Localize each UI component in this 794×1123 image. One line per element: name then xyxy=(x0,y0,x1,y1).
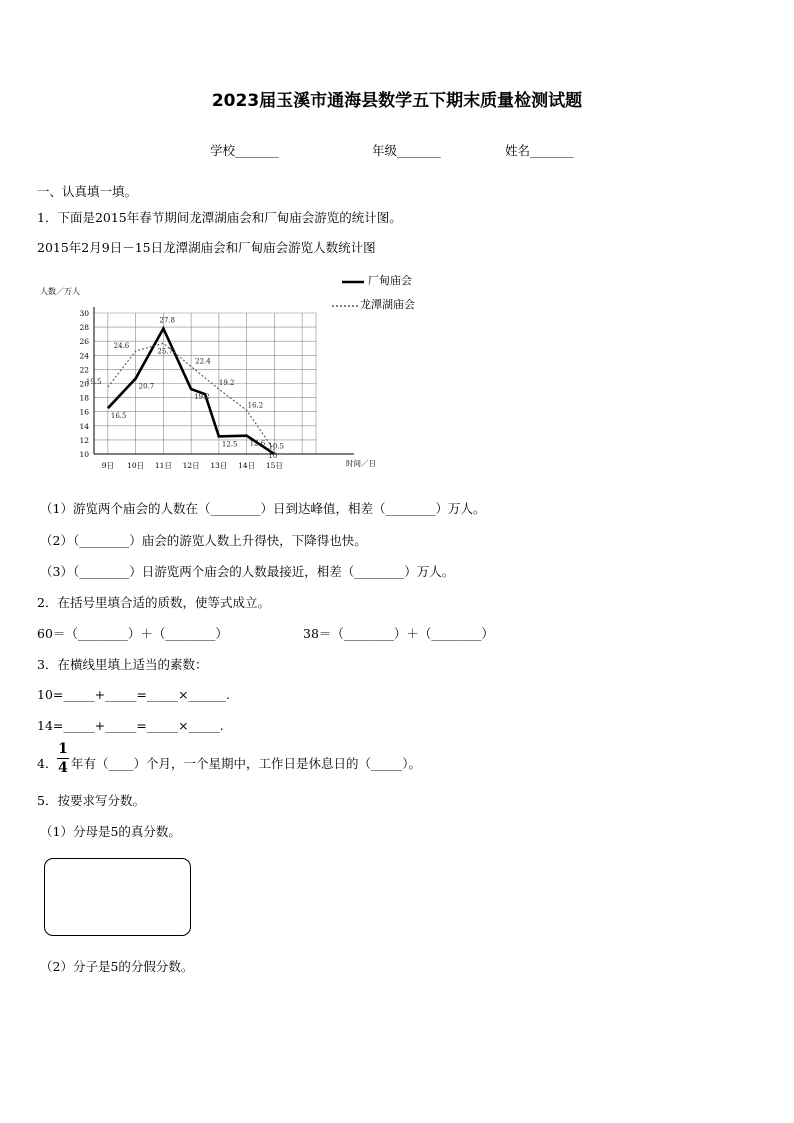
data-label: 25.7 xyxy=(157,347,173,356)
section-heading: 一、认真填一填。 xyxy=(37,184,138,199)
y-axis-label: 人数／万人 xyxy=(40,287,80,296)
y-tick-label: 24 xyxy=(79,351,89,361)
chart-grid xyxy=(94,313,316,454)
x-tick-label: 10日 xyxy=(127,461,145,470)
fraction-bar xyxy=(57,758,69,759)
y-tick-label: 16 xyxy=(79,407,89,417)
question-1-sub3[interactable]: （3）（________）日游览两个庙会的人数最接近，相差（________）万人。 xyxy=(40,564,455,579)
grade-field[interactable]: 年级_______ xyxy=(372,143,441,158)
chart-caption: 2015年2月9日－15日龙潭湖庙会和厂甸庙会游览人数统计图 xyxy=(37,240,376,255)
x-tick-label: 14日 xyxy=(238,461,256,470)
legend-label: 龙潭湖庙会 xyxy=(360,298,415,311)
fraction-numerator: 1 xyxy=(58,741,68,757)
x-tick-label: 11日 xyxy=(154,461,172,470)
x-tick-label: 15日 xyxy=(265,461,283,470)
answer-box[interactable] xyxy=(44,858,191,936)
y-tick-label: 10 xyxy=(79,450,89,459)
question-3-eq1[interactable]: 10=_____+_____=_____×______. xyxy=(37,687,231,702)
data-label: 10.5 xyxy=(268,442,284,451)
question-2-eq1[interactable]: 60＝（________）＋（________） xyxy=(37,626,228,641)
question-4-number: 4． xyxy=(37,756,58,771)
x-axis-label: 时间／日 xyxy=(346,459,376,468)
name-field[interactable]: 姓名_______ xyxy=(505,143,574,158)
fraction xyxy=(57,741,69,776)
y-tick-label: 28 xyxy=(79,323,89,333)
question-3-eq2[interactable]: 14=_____+_____=_____×_____. xyxy=(37,718,224,733)
y-tick-label: 30 xyxy=(79,309,89,318)
data-label: 19.2 xyxy=(218,379,235,388)
chart-legend xyxy=(332,273,415,311)
y-tick-label: 12 xyxy=(79,435,89,445)
x-tick-label: 9日 xyxy=(101,461,115,470)
question-1-sub1[interactable]: （1）游览两个庙会的人数在（________）日到达峰值，相差（________）万人。 xyxy=(40,501,486,516)
y-tick-label: 26 xyxy=(79,337,89,347)
question-1-text: 1．下面是2015年春节期间龙潭湖庙会和厂甸庙会游览的统计图。 xyxy=(37,210,402,225)
question-5-sub1: （1）分母是5的真分数。 xyxy=(40,824,181,839)
school-field[interactable]: 学校_______ xyxy=(210,143,279,158)
fraction-denominator: 4 xyxy=(58,760,68,776)
data-label: 12.6 xyxy=(249,439,266,448)
question-1-sub2[interactable]: （2）（________）庙会的游览人数上升得快，下降得也快。 xyxy=(40,533,367,548)
data-label: 16.5 xyxy=(110,412,127,421)
data-label: 10 xyxy=(268,452,278,460)
y-tick-label: 14 xyxy=(79,421,89,431)
legend-label: 厂甸庙会 xyxy=(368,274,412,287)
question-5-sub2: （2）分子是5的分假分数。 xyxy=(40,959,194,974)
line-chart xyxy=(34,268,434,488)
y-tick-label: 20 xyxy=(79,379,89,389)
data-label: 24.6 xyxy=(113,342,130,351)
page-title: 2023届玉溪市通海县数学五下期末质量检测试题 xyxy=(211,91,583,111)
data-label: 19.5 xyxy=(85,378,102,387)
data-label: 20.7 xyxy=(138,382,155,391)
data-label: 16.2 xyxy=(247,401,264,410)
y-tick-label: 18 xyxy=(79,393,89,403)
question-2-text: 2．在括号里填合适的质数，使等式成立。 xyxy=(37,595,270,610)
question-2-eq2[interactable]: 38＝（________）＋（________） xyxy=(303,626,494,641)
data-label: 27.8 xyxy=(159,316,175,325)
question-4-text[interactable]: 年有（____）个月，一个星期中，工作日是休息日的（_____）。 xyxy=(71,756,422,771)
data-label: 19.2 xyxy=(194,393,210,402)
y-tick-label: 22 xyxy=(79,365,89,375)
data-label: 12.5 xyxy=(221,440,238,449)
x-tick-label: 12日 xyxy=(182,461,200,470)
question-5-text: 5．按要求写分数。 xyxy=(37,793,145,808)
question-3-text: 3．在横线里填上适当的素数： xyxy=(37,657,208,672)
data-label: 22.4 xyxy=(195,357,211,366)
x-tick-label: 13日 xyxy=(210,461,228,470)
chart-data-labels xyxy=(86,317,284,460)
